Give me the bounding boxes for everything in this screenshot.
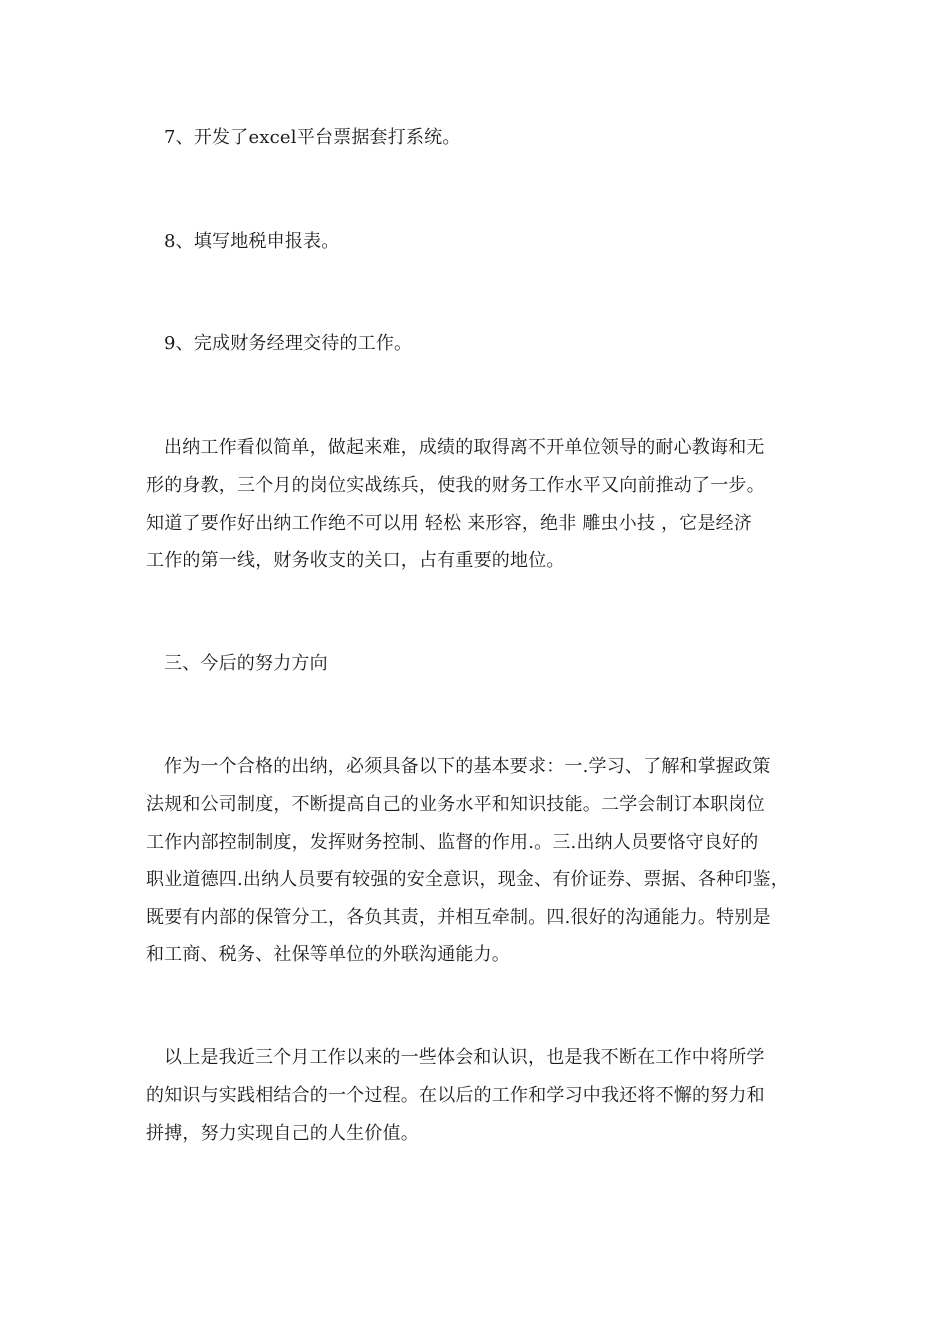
- paragraph-2-line: 和工商、税务、社保等单位的外联沟通能力。: [146, 944, 510, 965]
- paragraph-3-line: 拼搏，努力实现自己的人生价值。: [146, 1123, 419, 1144]
- list-item-7: 7、开发了excel平台票据套打系统。: [164, 127, 461, 148]
- paragraph-2-line: 既要有内部的保管分工，各负其责，并相互牵制。四.很好的沟通能力。特别是: [146, 907, 771, 928]
- list-item-9: 9、完成财务经理交待的工作。: [164, 333, 413, 354]
- paragraph-1-line: 知道了要作好出纳工作绝不可以用 轻松 来形容，绝非 雕虫小技 ，它是经济: [146, 513, 753, 534]
- paragraph-3-line: 的知识与实践相结合的一个过程。在以后的工作和学习中我还将不懈的努力和: [146, 1085, 765, 1106]
- paragraph-3-line: 以上是我近三个月工作以来的一些体会和认识，也是我不断在工作中将所学: [164, 1047, 765, 1068]
- paragraph-2-line: 工作内部控制制度，发挥财务控制、监督的作用.。三.出纳人员要恪守良好的: [146, 832, 759, 853]
- section-heading: 三、今后的努力方向: [164, 653, 328, 674]
- paragraph-1-line: 形的身教，三个月的岗位实战练兵，使我的财务工作水平又向前推动了一步。: [146, 475, 765, 496]
- paragraph-2-line: 作为一个合格的出纳，必须具备以下的基本要求：一.学习、了解和掌握政策: [164, 756, 771, 777]
- paragraph-1-line: 出纳工作看似简单，做起来难，成绩的取得离不开单位领导的耐心教诲和无: [164, 437, 765, 458]
- paragraph-1-line: 工作的第一线，财务收支的关口，占有重要的地位。: [146, 550, 565, 571]
- list-item-8: 8、填写地税申报表。: [164, 231, 340, 252]
- paragraph-2-line: 法规和公司制度，不断提高自己的业务水平和知识技能。二学会制订本职岗位: [146, 794, 765, 815]
- paragraph-2-line: 职业道德四.出纳人员要有较强的安全意识，现金、有价证券、票据、各种印鉴，: [146, 869, 789, 890]
